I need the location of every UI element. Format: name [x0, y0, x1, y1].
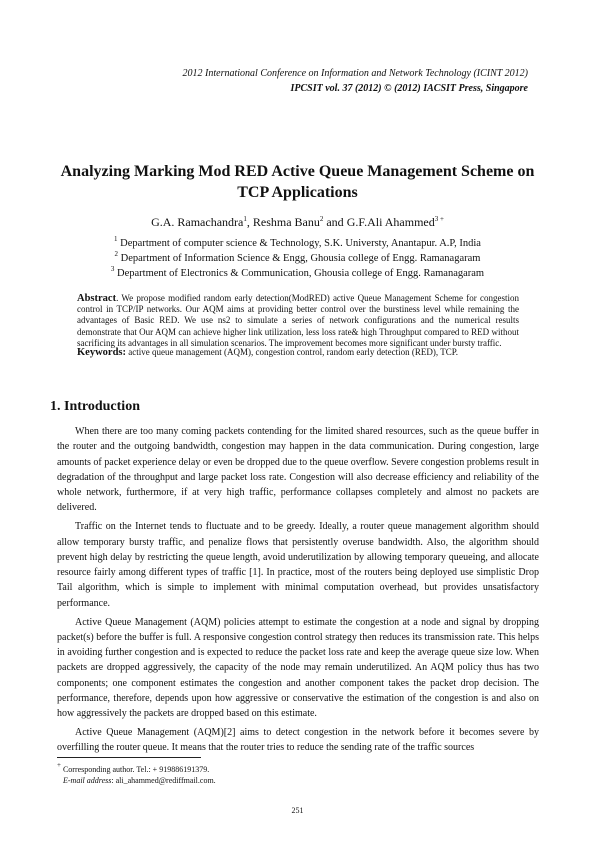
- body-text: [57, 424, 539, 759]
- body-paragraph: Active Queue Management (AQM)[2] aims to detect congestion in the network before it becomes severe by overfilling the router queue. It means that the router tries to reduce the sending rate of the traffic sources: [57, 727, 539, 754]
- keywords-text: active queue management (AQM), congestion control, random early detection (RED), TCP.: [126, 347, 458, 357]
- affiliation-text: Department of computer science & Technology, S.K. Universty, Anantapur. A.P, India: [117, 238, 481, 249]
- affiliation-text: Department of Electronics & Communication, Ghousia college of Engg. Ramanagaram: [114, 268, 485, 279]
- footnote-author: [57, 761, 216, 775]
- affiliation-mark: 3: [110, 265, 115, 273]
- author-name: G.A. Ramachandra: [151, 215, 244, 229]
- author-affiliation-mark: 2: [319, 215, 324, 223]
- conference-name: 2012 International Conference on Information and Network Technology (ICINT 2012): [182, 68, 528, 79]
- abstract-text: . We propose modified random early detection(ModRED) active Queue Management Scheme for congestion control in TCP/IP networks. Our AQM aims at providing better control over the burstiness level while remaining the advantages of Basic RED. We use ns2 to simulate a series of network configurations and the numerical results demonstrate that Our AQM can achieve higher link utilization, less loss rate& high Throughput compared to RED without sacrificing its advantages in all simulation scenarios. The improvement becomes more significant under bursty traffic.: [77, 293, 519, 348]
- affiliation-2: [0, 251, 595, 266]
- author-name: G.F.Ali Ahammed: [346, 215, 435, 229]
- footnote: [57, 761, 216, 786]
- footnote-author-text: Corresponding author. Tel.: + 919886191379.: [60, 765, 210, 774]
- author-separator: and: [323, 215, 347, 229]
- author-affiliation-mark: 1: [243, 215, 247, 223]
- abstract-label: Abstract: [77, 293, 117, 304]
- keywords-label: Keywords:: [77, 347, 126, 358]
- paper-title: Analyzing Marking Mod RED Active Queue Management Scheme on TCP Applications: [60, 163, 535, 201]
- affiliation-mark: 2: [114, 250, 119, 258]
- footnote-mark: +: [57, 761, 61, 769]
- page-number: 251: [291, 806, 304, 815]
- footnote-divider: [57, 757, 201, 758]
- email-label: E-mail address: [63, 776, 112, 785]
- author-list: [0, 214, 595, 230]
- section-heading: 1. Introduction: [50, 399, 140, 414]
- abstract: [77, 293, 519, 349]
- proceedings-series: IPCSIT vol. 37 (2012) © (2012) IACSIT Press, Singapore: [290, 83, 528, 94]
- footnote-email: [57, 775, 216, 786]
- affiliation-3: [0, 266, 595, 281]
- keywords: [77, 346, 519, 359]
- body-paragraph: Traffic on the Internet tends to fluctuate and to be greedy. Ideally, a router queue management algorithm should allow temporary bursty traffic, and penalize flows that persistently overuse bandwidth. Also, the algorithm should prevent high delay by restricting the queue length, avoid underutilization by allowing temporary queueing, and allocate resource fairly among different types of traffic [1]. In practice, most of the routers being deployed use simplistic Drop Tail algorithm, which is simple to implement with minimal computation overhead, but provides unsatisfactory performance.: [57, 521, 539, 609]
- author-name: Reshma Banu: [252, 215, 320, 229]
- body-paragraph: When there are too many coming packets contending for the limited shared resources, such as the queue buffer in the router and the outgoing bandwidth, congestion may happen in the data communication. During congestion, large amounts of packet experience delay or even be dropped due to the queue overflow. Severe congestion problems result in degradation of the throughput and large packet loss rate. Congestion will also decrease efficiency and reliability of the whole network, furthermore, if at very high traffic, performance collapses completely and almost no packets are delivered.: [57, 426, 539, 514]
- author-separator: ,: [246, 215, 253, 229]
- author-affiliation-mark: 3 +: [434, 215, 444, 223]
- email-value: : ali_ahammed@rediffmail.com.: [111, 776, 216, 785]
- affiliation-mark: 1: [114, 235, 118, 243]
- conference-header: [183, 66, 528, 96]
- body-paragraph: Active Queue Management (AQM) policies attempt to estimate the congestion at a node and signal by dropping packet(s) before the buffer is full. A responsive congestion control strategy then reduces its transmission rate. This helps in avoiding further congestion and is expected to reduce the packet loss rate and keep the average queue size low. When packets are dropped aggressively, the capacity of the node may remain underutilized. An AQM policy thus has two components; one component estimates the congestion and another component takes the packet drop decision. The performance, therefore, depends upon how aggressive or conservative the estimation of the congestion is and also on how aggressively the packets are dropped based on this estimate.: [57, 616, 539, 720]
- affiliation-1: [0, 236, 595, 251]
- affiliation-text: Department of Information Science & Engg, Ghousia college of Engg. Ramanagaram: [118, 253, 481, 264]
